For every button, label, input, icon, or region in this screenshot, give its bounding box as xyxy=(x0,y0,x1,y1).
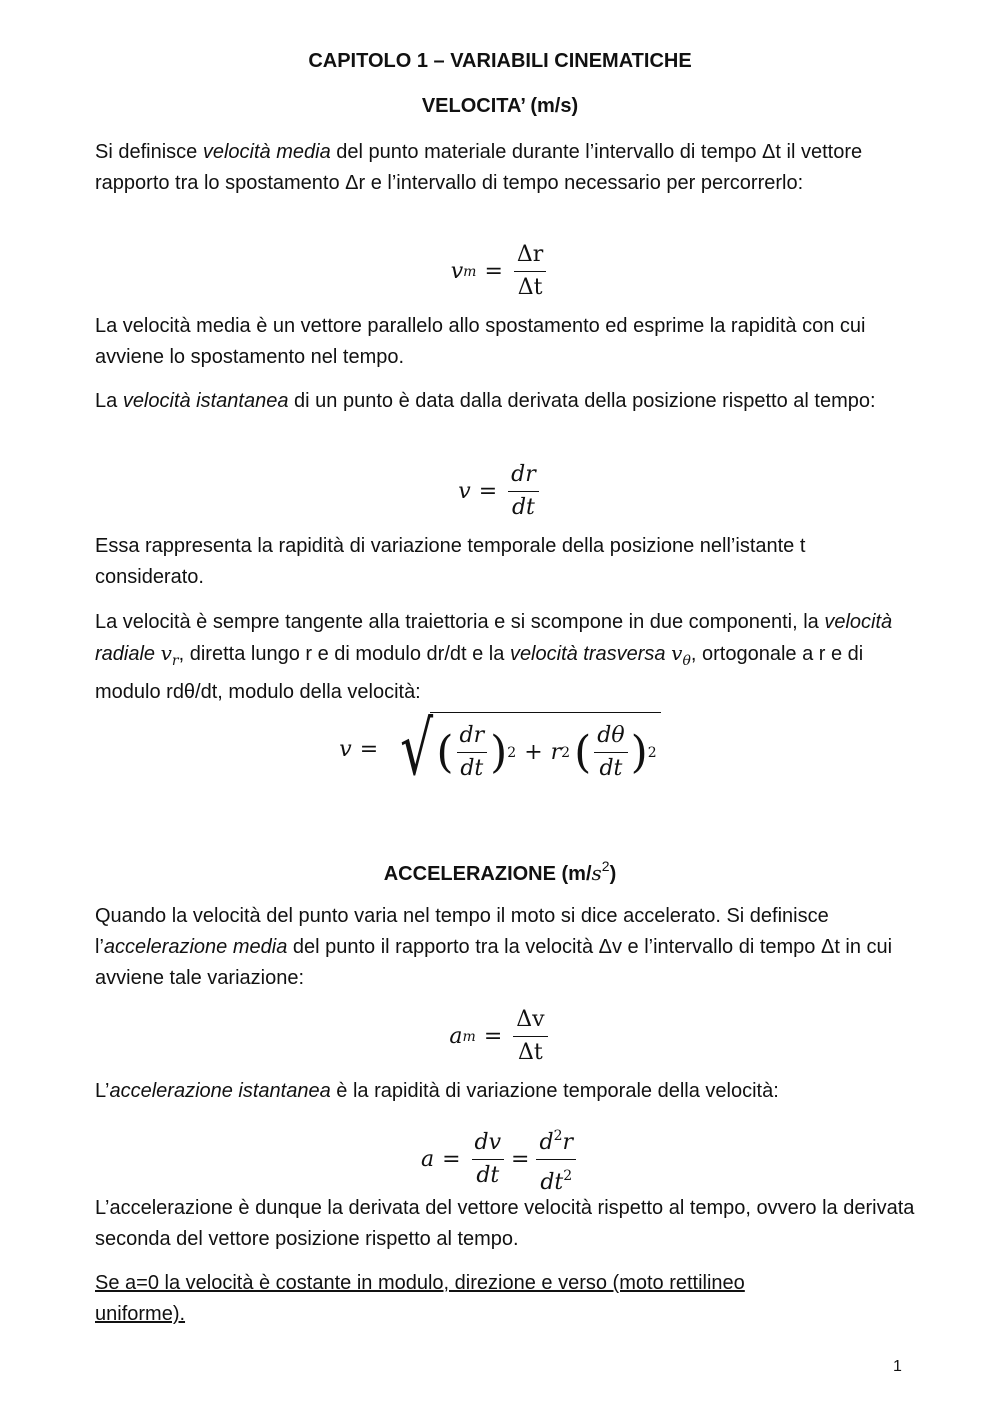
paragraph-velocity-components: La velocità è sempre tangente alla traiettoria e si scompone in due componenti, la velocità radiale $v_r$, diretta lungo r e di modulo dr/dt e la velocità trasversa $v_\theta$, ortogonale a r e di modulo rdθ/dt, modulo della velocità: xyxy=(95,611,893,703)
paragraph-instant-velocity: La velocità istantanea di un punto è data dalla derivata della posizione rispetto al tempo: xyxy=(95,390,876,412)
equation-instant-acceleration: a = $\frac{dv}{dt}$ = $\frac{d^2r}{dt^2}$ xyxy=(0,1121,1000,1198)
page-number: 1 xyxy=(893,1358,902,1375)
equation-average-velocity: v m = $\frac{\Delta r}{\Delta t}$ xyxy=(0,240,1000,303)
section-title-acceleration: ACCELERAZIONE $(m/s^2)$ xyxy=(383,858,617,885)
paragraph-average-velocity-desc: La velocità media è un vettore parallelo allo spostamento ed esprime la rapidità con cui avviene lo spostamento nel tempo. xyxy=(95,315,866,368)
paragraph-instant-velocity-desc: Essa rappresenta la rapidità di variazione temporale della posizione nell’istante t considerato. xyxy=(95,535,806,588)
chapter-title: CAPITOLO 1 – VARIABILI CINEMATICHE xyxy=(308,50,692,72)
paragraph-acceleration-definition: L’accelerazione è dunque la derivata del vettore velocità rispetto al tempo, ovvero la derivata seconda del vettore posizione rispetto al tempo. xyxy=(95,1197,915,1250)
equation-instant-velocity: v = $\frac{dr}{dt}$ xyxy=(0,460,1000,523)
section-title-velocity: VELOCITA’ (m/s) xyxy=(421,95,579,117)
paragraph-instant-acceleration: L’accelerazione istantanea è la rapidità di variazione temporale della velocità: xyxy=(95,1080,779,1102)
equation-velocity-modulus: v = √ ( $\frac{dr}{dt}$ ) 2 + r 2 ( $\frac{d\theta}{dt}$ ) 2 xyxy=(0,712,1000,786)
equation-average-acceleration: a m = $\frac{\Delta v}{\Delta t}$ xyxy=(0,1005,1000,1068)
paragraph-average-velocity: Si definisce velocità media del punto materiale durante l’intervallo di tempo Δt il vettore rapporto tra lo spostamento Δr e l’intervallo di tempo necessario per percorrerlo: xyxy=(95,141,863,194)
paragraph-uniform-motion: Se a=0 la velocità è costante in modulo, direzione e verso (moto rettilineo uniforme). xyxy=(95,1272,745,1325)
paragraph-average-acceleration: Quando la velocità del punto varia nel tempo il moto si dice accelerato. Si definisce l’accelerazione media del punto il rapporto tra la velocità Δv e l’intervallo di tempo Δt in cui avviene tale variazione: xyxy=(95,905,893,989)
